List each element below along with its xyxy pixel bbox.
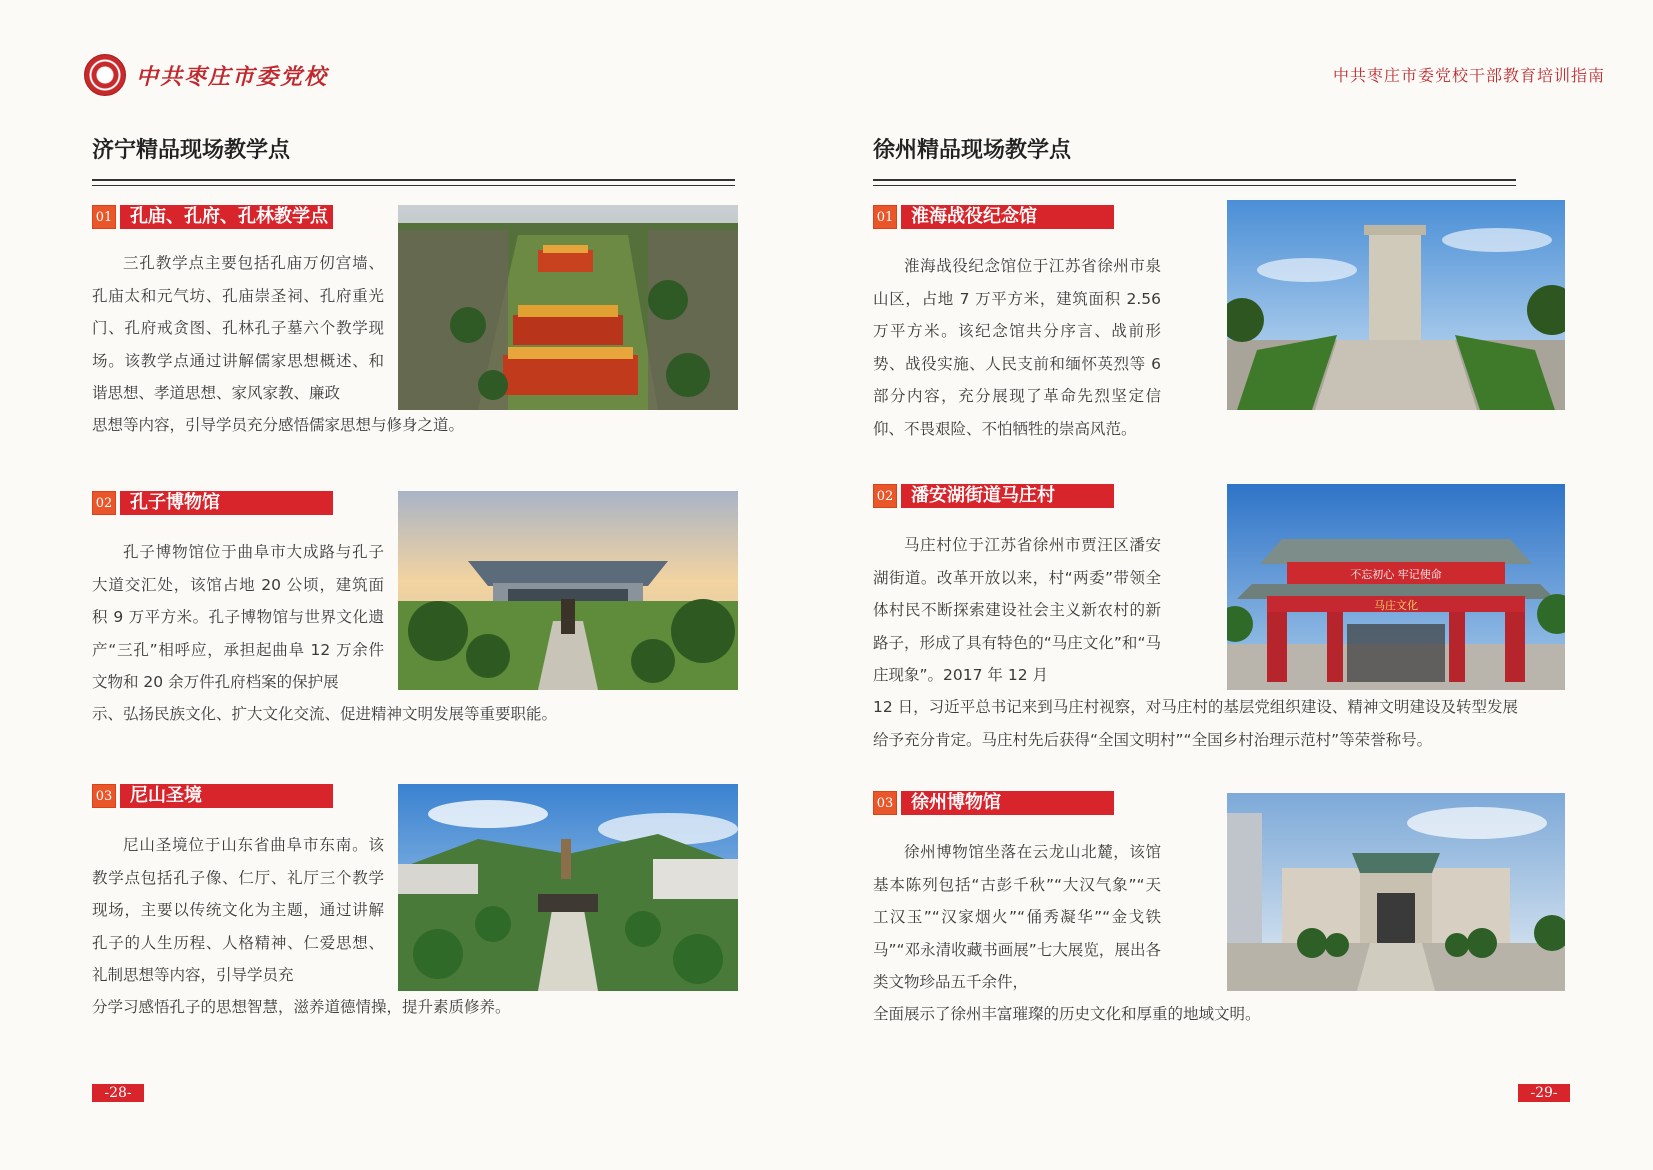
party-school-logo [84,54,328,96]
item-description-tail: 分学习感悟孔子的思想智慧，滋养道德情操，提升素质修养。 [92,998,511,1016]
item-description: 三孔教学点主要包括孔庙万仞宫墙、孔庙太和元气坊、孔庙崇圣祠、孔府重光门、孔府戒贪图、孔林孔子墓六个教学现场。该教学点通过讲解儒家思想概述、和谐思想、孝道思想、家风家教、廉政 [92,254,384,402]
section-title-jining: 济宁精品现场教学点 [92,137,291,163]
title-divider [873,179,1516,186]
item-description: 徐州博物馆坐落在云龙山北麓，该馆基本陈列包括“古彭千秋”“大汉气象”“天工汉玉”“汉家烟火”“俑秀凝华”“金戈铁马”“邓永清收藏书画展”七大展览，展出各类文物珍品五千余件， [873,843,1161,991]
item-description: 马庄村位于江苏省徐州市贾汪区潘安湖街道。改革开放以来，村“两委”带领全体村民不断探索建设社会主义新农村的新路子，形成了具有特色的“马庄文化”和“马庄现象”。2017 年 12 月 [873,536,1161,684]
item-description-tail: 全面展示了徐州丰富璀璨的历史文化和厚重的地域文明。 [873,1005,1261,1023]
item-description-tail: 示、弘扬民族文化、扩大文化交流、促进精神文明发展等重要职能。 [92,705,558,723]
gate-name-text: 马庄文化 [1374,599,1418,612]
item-number: 01 [92,205,116,229]
item-description: 淮海战役纪念馆位于江苏省徐州市泉山区，占地 7 万平方米，建筑面积 2.56 万平方米。该纪念馆共分序言、战前形势、战役实施、人民支前和缅怀英烈等 6 部分内容，充分展现了革命先烈坚定信仰、不畏艰险、不怕牺牲的崇高风范。 [873,257,1161,438]
right-page [827,0,1653,1170]
item-title: 淮海战役纪念馆 [901,205,1114,229]
item-description-tail: 12 日，习近平总书记来到马庄村视察，对马庄村的基层党组织建设、精神文明建设及转型发展给予充分肯定。马庄村先后获得“全国文明村”“全国乡村治理示范村”等荣誉称号。 [873,698,1518,749]
item-number: 03 [873,791,897,815]
temple-aerial-photo [398,205,738,410]
item-number: 02 [92,491,116,515]
logo-text: 中共枣庄市委党校 [136,63,329,90]
item-title: 潘安湖街道马庄村 [901,484,1114,508]
section-title-xuzhou: 徐州精品现场教学点 [873,137,1072,163]
museum-photo [398,491,738,690]
left-page [0,0,826,1170]
nishan-photo [398,784,738,991]
page-number: -29- [1518,1084,1570,1102]
item-title: 孔庙、孔府、孔林教学点 [120,205,333,229]
item-number: 01 [873,205,897,229]
gate-sign-text: 不忘初心 牢记使命 [1350,568,1442,581]
village-gate-photo [1227,484,1565,690]
item-title: 孔子博物馆 [120,491,333,515]
page-number: -28- [92,1084,144,1102]
item-tag [92,205,333,229]
item-description: 尼山圣境位于山东省曲阜市东南。该教学点包括孔子像、仁厅、礼厅三个教学现场，主要以传统文化为主题，通过讲解孔子的人生历程、人格精神、仁爱思想、礼制思想等内容，引导学员充 [92,836,384,984]
item-tag [92,491,333,515]
monument-photo [1227,200,1565,410]
party-emblem-icon [84,54,126,96]
item-tag [92,784,333,808]
item-tag [873,791,1114,815]
item-number: 03 [92,784,116,808]
item-title: 徐州博物馆 [901,791,1114,815]
title-divider [92,179,735,186]
item-description: 孔子博物馆位于曲阜市大成路与孔子大道交汇处，该馆占地 20 公顷，建筑面积 9 万平方米。孔子博物馆与世界文化遗产“三孔”相呼应，承担起曲阜 12 万余件文物和 20 余万件孔府档案的保护展 [92,543,384,691]
guide-title: 中共枣庄市委党校干部教育培训指南 [1332,66,1605,85]
item-title: 尼山圣境 [120,784,333,808]
xuzhou-museum-photo [1227,793,1565,991]
item-number: 02 [873,484,897,508]
item-tag [873,205,1114,229]
item-tag [873,484,1114,508]
item-description-tail: 思想等内容，引导学员充分感悟儒家思想与修身之道。 [92,416,465,434]
